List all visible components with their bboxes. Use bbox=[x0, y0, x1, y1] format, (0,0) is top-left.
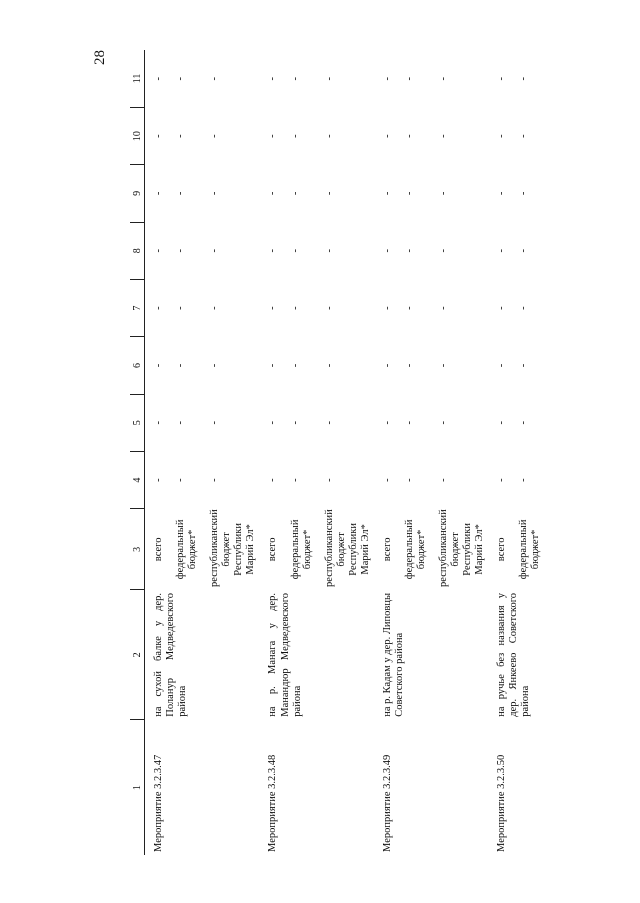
value-cell: - bbox=[175, 306, 187, 310]
value-cell: - bbox=[438, 191, 450, 196]
location-cell: на р. Кадам у дер. Липовцы Советского района bbox=[381, 592, 405, 717]
value-cell: - bbox=[175, 191, 187, 196]
value-cell: - bbox=[323, 421, 335, 425]
value-cell: - bbox=[267, 421, 279, 425]
funding-source-cell: республиканский бюджет Республики Марий Эл* bbox=[209, 509, 257, 587]
value-cell: - bbox=[267, 478, 279, 482]
value-cell: - bbox=[289, 363, 301, 368]
value-cell: - bbox=[403, 306, 415, 310]
value-cell: - bbox=[518, 134, 530, 138]
value-cell: - bbox=[289, 421, 301, 425]
funding-source-cell: федеральный бюджет* bbox=[289, 519, 313, 580]
value-cell: - bbox=[323, 306, 335, 310]
value-cell: - bbox=[381, 478, 393, 482]
value-cell: - bbox=[323, 134, 335, 138]
value-cell: - bbox=[496, 421, 508, 425]
value-cell: - bbox=[267, 134, 279, 138]
value-cell: - bbox=[381, 134, 393, 138]
value-cell: - bbox=[403, 249, 415, 253]
value-cell: - bbox=[209, 249, 221, 253]
measure-cell: Мероприятие 3.2.3.47 bbox=[153, 754, 164, 852]
value-cell: - bbox=[153, 134, 164, 138]
value-cell: - bbox=[209, 76, 221, 81]
value-cell: - bbox=[209, 134, 221, 138]
value-cell: - bbox=[289, 478, 301, 482]
budget-table-sheet bbox=[130, 50, 555, 855]
column-header-8: 8 bbox=[130, 222, 145, 279]
column-header-7: 7 bbox=[130, 279, 145, 336]
value-cell: - bbox=[518, 478, 530, 482]
value-cell: - bbox=[153, 76, 164, 81]
value-cell: - bbox=[496, 76, 508, 81]
funding-source-cell: всего bbox=[381, 537, 393, 562]
funding-source-cell: федеральный бюджет* bbox=[518, 519, 542, 580]
funding-source-cell: всего bbox=[496, 537, 508, 562]
value-cell: - bbox=[518, 306, 530, 310]
column-number-row bbox=[130, 50, 145, 855]
funding-source-cell: федеральный бюджет* bbox=[403, 519, 427, 580]
value-cell: - bbox=[496, 363, 508, 368]
value-cell: - bbox=[381, 76, 393, 81]
table-body bbox=[145, 50, 545, 855]
value-cell: - bbox=[438, 306, 450, 310]
value-cell: - bbox=[438, 249, 450, 253]
column-header-10: 10 bbox=[130, 107, 145, 164]
measure-cell: Мероприятие 3.2.3.50 bbox=[496, 754, 508, 852]
location-cell: на ручье без названия у дер. Янкеево Советского района bbox=[496, 592, 532, 717]
value-cell: - bbox=[496, 191, 508, 196]
table-row bbox=[374, 50, 396, 855]
value-cell: - bbox=[289, 76, 301, 81]
value-cell: - bbox=[518, 363, 530, 368]
value-cell: - bbox=[381, 191, 393, 196]
value-cell: - bbox=[153, 306, 164, 310]
funding-source-cell: республиканский бюджет Республики Марий Эл* bbox=[438, 509, 486, 587]
column-header-3: 3 bbox=[130, 509, 145, 590]
value-cell: - bbox=[267, 191, 279, 196]
value-cell: - bbox=[175, 363, 187, 368]
budget-table bbox=[130, 50, 545, 855]
value-cell: - bbox=[323, 478, 335, 482]
value-cell: - bbox=[518, 421, 530, 425]
value-cell: - bbox=[438, 421, 450, 425]
value-cell: - bbox=[496, 478, 508, 482]
value-cell: - bbox=[175, 478, 187, 482]
value-cell: - bbox=[175, 76, 187, 81]
value-cell: - bbox=[518, 191, 530, 196]
column-header-4: 4 bbox=[130, 451, 145, 508]
value-cell: - bbox=[438, 134, 450, 138]
column-header-9: 9 bbox=[130, 165, 145, 222]
value-cell: - bbox=[438, 76, 450, 81]
value-cell: - bbox=[323, 249, 335, 253]
column-header-11: 11 bbox=[130, 50, 145, 107]
value-cell: - bbox=[518, 76, 530, 81]
value-cell: - bbox=[403, 478, 415, 482]
value-cell: - bbox=[496, 249, 508, 253]
value-cell: - bbox=[289, 191, 301, 196]
value-cell: - bbox=[175, 134, 187, 138]
value-cell: - bbox=[403, 134, 415, 138]
value-cell: - bbox=[381, 421, 393, 425]
column-header-6: 6 bbox=[130, 337, 145, 394]
value-cell: - bbox=[381, 306, 393, 310]
value-cell: - bbox=[175, 249, 187, 253]
value-cell: - bbox=[153, 191, 164, 196]
table-row bbox=[145, 50, 168, 855]
value-cell: - bbox=[153, 421, 164, 425]
measure-cell: Мероприятие 3.2.3.48 bbox=[267, 754, 279, 852]
value-cell: - bbox=[153, 249, 164, 253]
value-cell: - bbox=[289, 134, 301, 138]
page-number: 28 bbox=[92, 50, 108, 65]
funding-source-cell: всего bbox=[267, 537, 279, 562]
column-header-2: 2 bbox=[130, 590, 145, 720]
value-cell: - bbox=[323, 191, 335, 196]
value-cell: - bbox=[496, 134, 508, 138]
funding-source-cell: федеральный бюджет* bbox=[175, 519, 199, 580]
value-cell: - bbox=[496, 306, 508, 310]
value-cell: - bbox=[209, 478, 221, 482]
value-cell: - bbox=[403, 363, 415, 368]
funding-source-cell: республиканский бюджет Республики Марий Эл* bbox=[323, 509, 371, 587]
funding-source-cell: всего bbox=[153, 537, 164, 562]
value-cell: - bbox=[289, 306, 301, 310]
value-cell: - bbox=[323, 76, 335, 81]
value-cell: - bbox=[403, 421, 415, 425]
value-cell: - bbox=[175, 421, 187, 425]
value-cell: - bbox=[289, 249, 301, 253]
measure-cell: Мероприятие 3.2.3.49 bbox=[381, 754, 393, 852]
column-header-5: 5 bbox=[130, 394, 145, 451]
value-cell: - bbox=[267, 306, 279, 310]
value-cell: - bbox=[381, 363, 393, 368]
value-cell: - bbox=[438, 363, 450, 368]
value-cell: - bbox=[153, 478, 164, 482]
value-cell: - bbox=[267, 76, 279, 81]
value-cell: - bbox=[403, 191, 415, 196]
value-cell: - bbox=[267, 363, 279, 368]
value-cell: - bbox=[323, 363, 335, 368]
value-cell: - bbox=[209, 306, 221, 310]
value-cell: - bbox=[209, 191, 221, 196]
value-cell: - bbox=[209, 421, 221, 425]
table-row bbox=[488, 50, 510, 855]
value-cell: - bbox=[403, 76, 415, 81]
value-cell: - bbox=[153, 363, 164, 368]
value-cell: - bbox=[209, 363, 221, 368]
location-cell: на сухой балке у дер. Поланур Медведевского района bbox=[153, 592, 189, 717]
column-header-1: 1 bbox=[130, 720, 145, 855]
value-cell: - bbox=[518, 249, 530, 253]
value-cell: - bbox=[438, 478, 450, 482]
value-cell: - bbox=[267, 249, 279, 253]
location-cell: на р. Манага у дер. Манандюр Медведевского района bbox=[267, 592, 303, 717]
table-row bbox=[259, 50, 281, 855]
value-cell: - bbox=[381, 249, 393, 253]
